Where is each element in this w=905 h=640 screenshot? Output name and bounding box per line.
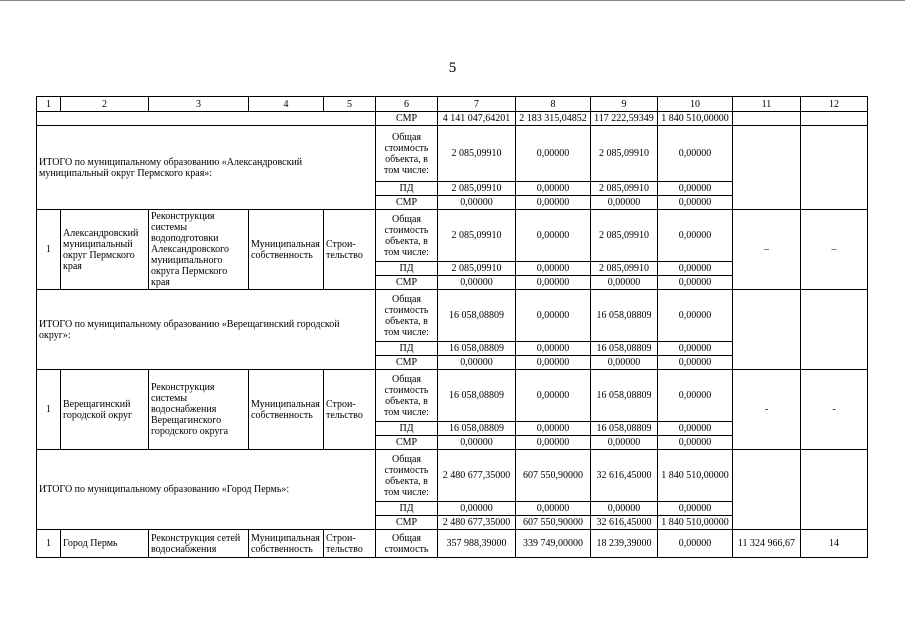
smr-label: СМР (376, 436, 438, 450)
value-cell: 0,00000 (516, 276, 591, 290)
ownership-cell: Муниципальная собственность (249, 210, 324, 290)
value-cell: 0,00000 (658, 196, 733, 210)
value-cell: 0,00000 (438, 502, 516, 516)
table-row (37, 126, 868, 182)
value-cell: 2 085,09910 (591, 126, 658, 182)
value-cell: 2 183 315,04852 (516, 112, 591, 126)
value-cell: 0,00000 (658, 210, 733, 262)
item-number: 1 (37, 370, 61, 450)
empty-cell (801, 112, 868, 126)
value-cell: 0,00000 (591, 276, 658, 290)
municipality-cell: Верещагинский городской округ (61, 370, 149, 450)
work-type-cell: Строи-тельство (324, 530, 376, 558)
col11-cell: – (733, 210, 801, 290)
value-cell: 339 749,00000 (516, 530, 591, 558)
value-cell: 1 840 510,00000 (658, 450, 733, 502)
header-cell: 8 (516, 97, 591, 112)
header-cell: 2 (61, 97, 149, 112)
item-number: 1 (37, 210, 61, 290)
total-label: Общая стоимость (376, 530, 438, 558)
table-row (37, 370, 868, 422)
value-cell: 16 058,08809 (591, 290, 658, 342)
value-cell: 0,00000 (658, 126, 733, 182)
value-cell: 2 085,09910 (591, 262, 658, 276)
col12-cell: 14 (801, 530, 868, 558)
value-cell: 0,00000 (658, 356, 733, 370)
empty-cell (733, 126, 801, 210)
value-cell: 0,00000 (516, 436, 591, 450)
value-cell: 0,00000 (591, 196, 658, 210)
col11-cell: 11 324 966,67 (733, 530, 801, 558)
value-cell: 16 058,08809 (591, 422, 658, 436)
value-cell: 1 840 510,00000 (658, 112, 733, 126)
value-cell: 18 239,39000 (591, 530, 658, 558)
header-cell: 9 (591, 97, 658, 112)
itogo-label: ИТОГО по муниципальному образованию «Верещагинский городской округ»: (37, 290, 376, 370)
empty-cell (733, 112, 801, 126)
smr-label: СМР (376, 276, 438, 290)
header-cell: 5 (324, 97, 376, 112)
municipality-cell: Город Пермь (61, 530, 149, 558)
ownership-cell: Муниципальная собственность (249, 530, 324, 558)
value-cell: 2 480 677,35000 (438, 450, 516, 502)
smr-label: СМР (376, 112, 438, 126)
value-cell: 0,00000 (658, 276, 733, 290)
pd-label: ПД (376, 422, 438, 436)
pd-label: ПД (376, 262, 438, 276)
value-cell: 0,00000 (516, 262, 591, 276)
empty-cell (37, 112, 376, 126)
value-cell: 16 058,08809 (438, 290, 516, 342)
smr-label: СМР (376, 356, 438, 370)
header-cell: 7 (438, 97, 516, 112)
value-cell: 0,00000 (658, 262, 733, 276)
value-cell: 0,00000 (658, 422, 733, 436)
total-label: Общая стоимость объекта, в том числе: (376, 290, 438, 342)
pd-label: ПД (376, 342, 438, 356)
value-cell: 0,00000 (438, 276, 516, 290)
value-cell: 0,00000 (438, 436, 516, 450)
value-cell: 2 085,09910 (438, 210, 516, 262)
value-cell: 0,00000 (516, 210, 591, 262)
table-row (37, 530, 868, 558)
value-cell: 32 616,45000 (591, 450, 658, 502)
smr-label: СМР (376, 516, 438, 530)
total-label: Общая стоимость объекта, в том числе: (376, 126, 438, 182)
object-cell: Реконструкция системы водоснабжения Верещагинского городского округа (149, 370, 249, 450)
municipality-cell: Александровский муниципальный округ Пермского края (61, 210, 149, 290)
table-row (37, 112, 868, 126)
value-cell: 0,00000 (658, 290, 733, 342)
table-row (37, 290, 868, 342)
value-cell: 2 480 677,35000 (438, 516, 516, 530)
item-number: 1 (37, 530, 61, 558)
value-cell: 2 085,09910 (591, 210, 658, 262)
value-cell: 0,00000 (516, 356, 591, 370)
value-cell: 0,00000 (516, 290, 591, 342)
total-label: Общая стоимость объекта, в том числе: (376, 450, 438, 502)
smr-label: СМР (376, 196, 438, 210)
value-cell: 16 058,08809 (438, 342, 516, 356)
value-cell: 16 058,08809 (438, 370, 516, 422)
value-cell: 0,00000 (516, 342, 591, 356)
value-cell: 0,00000 (658, 182, 733, 196)
col12-cell: - (801, 370, 868, 450)
value-cell: 357 988,39000 (438, 530, 516, 558)
value-cell: 0,00000 (516, 502, 591, 516)
work-type-cell: Строи-тельство (324, 210, 376, 290)
total-label: Общая стоимость объекта, в том числе: (376, 210, 438, 262)
itogo-label: ИТОГО по муниципальному образованию «Александровский муниципальный округ Пермского края»: (37, 126, 376, 210)
empty-cell (733, 450, 801, 530)
col11-cell: - (733, 370, 801, 450)
value-cell: 16 058,08809 (591, 342, 658, 356)
ownership-cell: Муниципальная собственность (249, 370, 324, 450)
empty-cell (801, 450, 868, 530)
empty-cell (801, 126, 868, 210)
header-row (37, 97, 868, 112)
value-cell: 4 141 047,64201 (438, 112, 516, 126)
value-cell: 117 222,59349 (591, 112, 658, 126)
table-row (37, 450, 868, 502)
value-cell: 0,00000 (658, 370, 733, 422)
value-cell: 0,00000 (658, 530, 733, 558)
value-cell: 2 085,09910 (591, 182, 658, 196)
value-cell: 0,00000 (516, 370, 591, 422)
work-type-cell: Строи-тельство (324, 370, 376, 450)
value-cell: 0,00000 (658, 502, 733, 516)
empty-cell (801, 290, 868, 370)
header-cell: 6 (376, 97, 438, 112)
value-cell: 607 550,90000 (516, 450, 591, 502)
scan-top-edge (0, 0, 905, 1)
table-row (37, 210, 868, 262)
header-cell: 1 (37, 97, 61, 112)
value-cell: 0,00000 (516, 422, 591, 436)
itogo-label: ИТОГО по муниципальному образованию «Город Пермь»: (37, 450, 376, 530)
pd-label: ПД (376, 182, 438, 196)
objects-table (36, 96, 868, 558)
value-cell: 0,00000 (658, 436, 733, 450)
value-cell: 2 085,09910 (438, 182, 516, 196)
value-cell: 0,00000 (658, 342, 733, 356)
header-cell: 4 (249, 97, 324, 112)
empty-cell (733, 290, 801, 370)
page-number: 5 (448, 60, 457, 76)
header-cell: 12 (801, 97, 868, 112)
value-cell: 1 840 510,00000 (658, 516, 733, 530)
value-cell: 0,00000 (591, 436, 658, 450)
value-cell: 0,00000 (591, 502, 658, 516)
value-cell: 607 550,90000 (516, 516, 591, 530)
col12-cell: – (801, 210, 868, 290)
value-cell: 32 616,45000 (591, 516, 658, 530)
header-cell: 11 (733, 97, 801, 112)
value-cell: 0,00000 (591, 356, 658, 370)
header-cell: 3 (149, 97, 249, 112)
value-cell: 0,00000 (438, 196, 516, 210)
value-cell: 0,00000 (516, 196, 591, 210)
value-cell: 2 085,09910 (438, 126, 516, 182)
pd-label: ПД (376, 502, 438, 516)
value-cell: 0,00000 (438, 356, 516, 370)
value-cell: 2 085,09910 (438, 262, 516, 276)
value-cell: 16 058,08809 (591, 370, 658, 422)
value-cell: 0,00000 (516, 126, 591, 182)
value-cell: 16 058,08809 (438, 422, 516, 436)
header-cell: 10 (658, 97, 733, 112)
value-cell: 0,00000 (516, 182, 591, 196)
total-label: Общая стоимость объекта, в том числе: (376, 370, 438, 422)
object-cell: Реконструкция сетей водоснабжения (149, 530, 249, 558)
object-cell: Реконструкция системы водоподготовки Александровского муниципального округа Пермского края (149, 210, 249, 290)
